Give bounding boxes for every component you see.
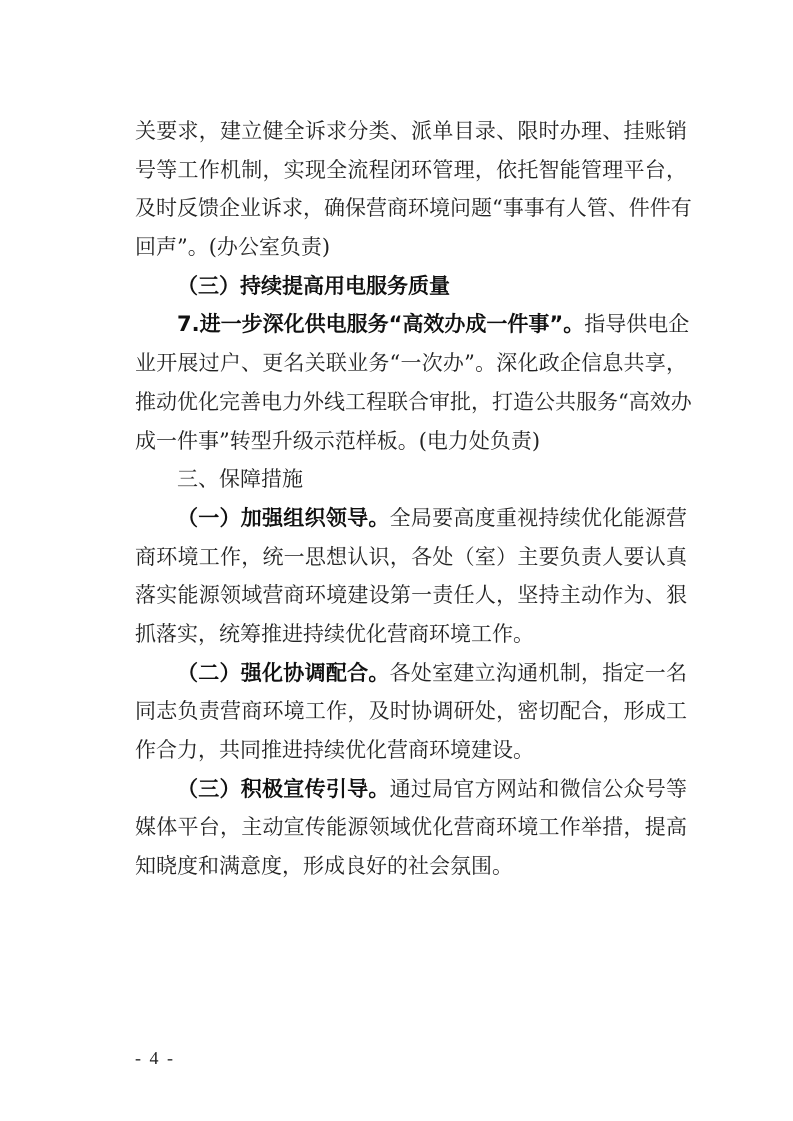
section-heading-power-service: （三）持续提高用电服务质量	[177, 273, 450, 298]
paragraph-organization	[135, 499, 687, 654]
paragraph-lead: （一）加强组织领导。	[177, 505, 390, 530]
paragraph-power-supply	[135, 305, 692, 460]
paragraph-lead: （三）积极宣传引导。	[177, 776, 390, 801]
text-span: 各处室建立沟通机制，指定一名	[389, 660, 687, 685]
text-line: 业开展过户、更名关联业务“一次办”。深化政企信息共享，	[135, 351, 687, 376]
paragraph-publicity	[135, 770, 687, 886]
paragraph-lead: （二）强化协调配合。	[177, 660, 390, 685]
paragraph-complaint-mechanism	[135, 112, 692, 267]
page-number: - 4 -	[135, 1048, 175, 1068]
text-line: 商环境工作，统一思想认识，各处（室）主要负责人要认真	[135, 544, 687, 569]
body-text	[135, 112, 692, 886]
text-line: 同志负责营商环境工作，及时协调研处，密切配合，形成工	[135, 699, 687, 724]
text-line	[135, 654, 687, 693]
text-line	[135, 499, 687, 538]
text-line: 及时反馈企业诉求，确保营商环境问题“事事有人管、件件有	[135, 196, 692, 221]
text-line: 回声”。(办公室负责)	[135, 235, 331, 260]
text-line	[135, 305, 690, 344]
paragraph-lead: 7.进一步深化供电服务“高效办成一件事”。	[177, 312, 585, 337]
paragraph-coordination	[135, 654, 687, 770]
text-line: 落实能源领域营商环境建设第一责任人，坚持主动作为、狠	[135, 583, 687, 608]
text-span: 全局要高度重视持续优化能源营	[389, 505, 687, 530]
text-line: 号等工作机制，实现全流程闭环管理，依托智能管理平台，	[135, 157, 687, 182]
text-line: 抓落实，统筹推进持续优化营商环境工作。	[135, 621, 534, 646]
text-span: 指导供电企	[584, 312, 690, 337]
section-heading-safeguards: 三、保障措施	[177, 467, 303, 492]
text-line	[135, 770, 687, 809]
text-line: 作合力，共同推进持续优化营商环境建设。	[135, 738, 534, 762]
text-line: 成一件事”转型升级示范样板。(电力处负责)	[135, 428, 541, 453]
text-line: 关要求，建立健全诉求分类、派单目录、限时办理、挂账销	[135, 119, 687, 143]
text-span: 通过局官方网站和微信公众号等	[389, 776, 687, 801]
text-line: 推动优化完善电力外线工程联合审批，打造公共服务“高效办	[135, 389, 692, 414]
text-line: 媒体平台，主动宣传能源领域优化营商环境工作举措，提高	[135, 815, 687, 840]
text-line: 知晓度和满意度，形成良好的社会氛围。	[135, 854, 513, 879]
